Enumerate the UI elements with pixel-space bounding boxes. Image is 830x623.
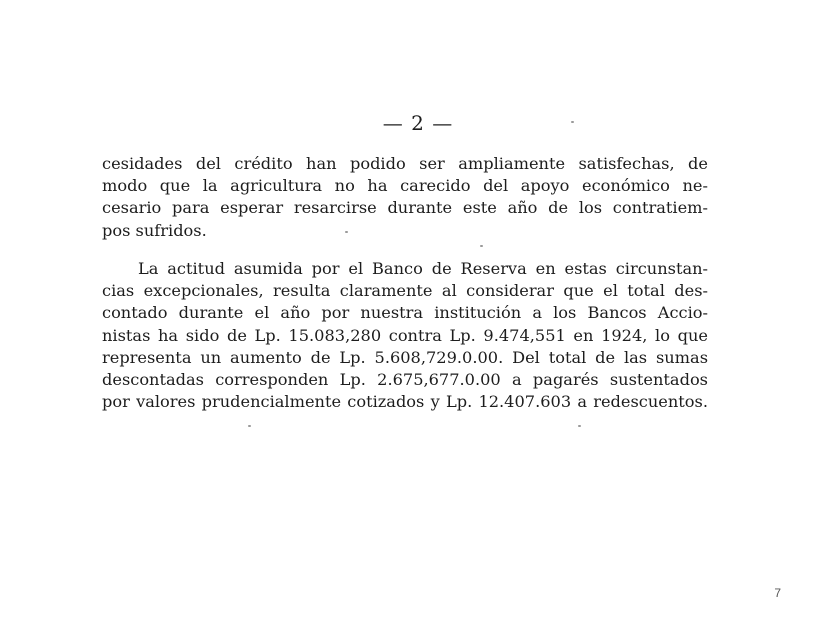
paragraph-1-line-2: modo que la agricultura no ha carecido del apoyo económico ne- [102,176,708,196]
scan-speck [345,231,348,233]
paragraph-2-line-4: nistas ha sido de Lp. 15.083,280 contra Lp. 9.474,551 en 1924, lo que [102,325,708,345]
paragraph-2-line-6: descontadas corresponden Lp. 2.675,677.0.00 a pagarés sustentados [102,370,708,390]
scan-speck [571,121,574,123]
paragraph-2-line-1: La actitud asumida por el Banco de Reserva en estas circunstan- [138,259,708,278]
scan-speck [248,425,251,427]
paragraph-2-line-5: representa un aumento de Lp. 5.608,729.0.00. Del total de las sumas [102,347,708,367]
paragraph-2 [102,258,708,413]
paragraph-1-line-4: pos sufridos. [102,220,207,240]
scan-speck [480,245,483,247]
slide-number: 7 [774,586,781,600]
page-header-number: — 2 — [382,111,454,135]
paragraph-2-line-2: cias excepcionales, resulta claramente al considerar que el total des- [102,281,708,301]
paragraph-2-line-7: por valores prudencialmente cotizados y Lp. 12.407.603 a redescuentos. [102,392,708,412]
scan-speck [578,425,581,427]
paragraph-2-line-3: contado durante el año por nuestra institución a los Bancos Accio- [102,303,708,323]
paragraph-1-line-3: cesario para esperar resarcirse durante este año de los contratiem- [102,198,708,218]
paragraph-1-line-1: cesidades del crédito han podido ser ampliamente satisfechas, de [102,154,708,173]
paragraph-1 [102,153,708,242]
